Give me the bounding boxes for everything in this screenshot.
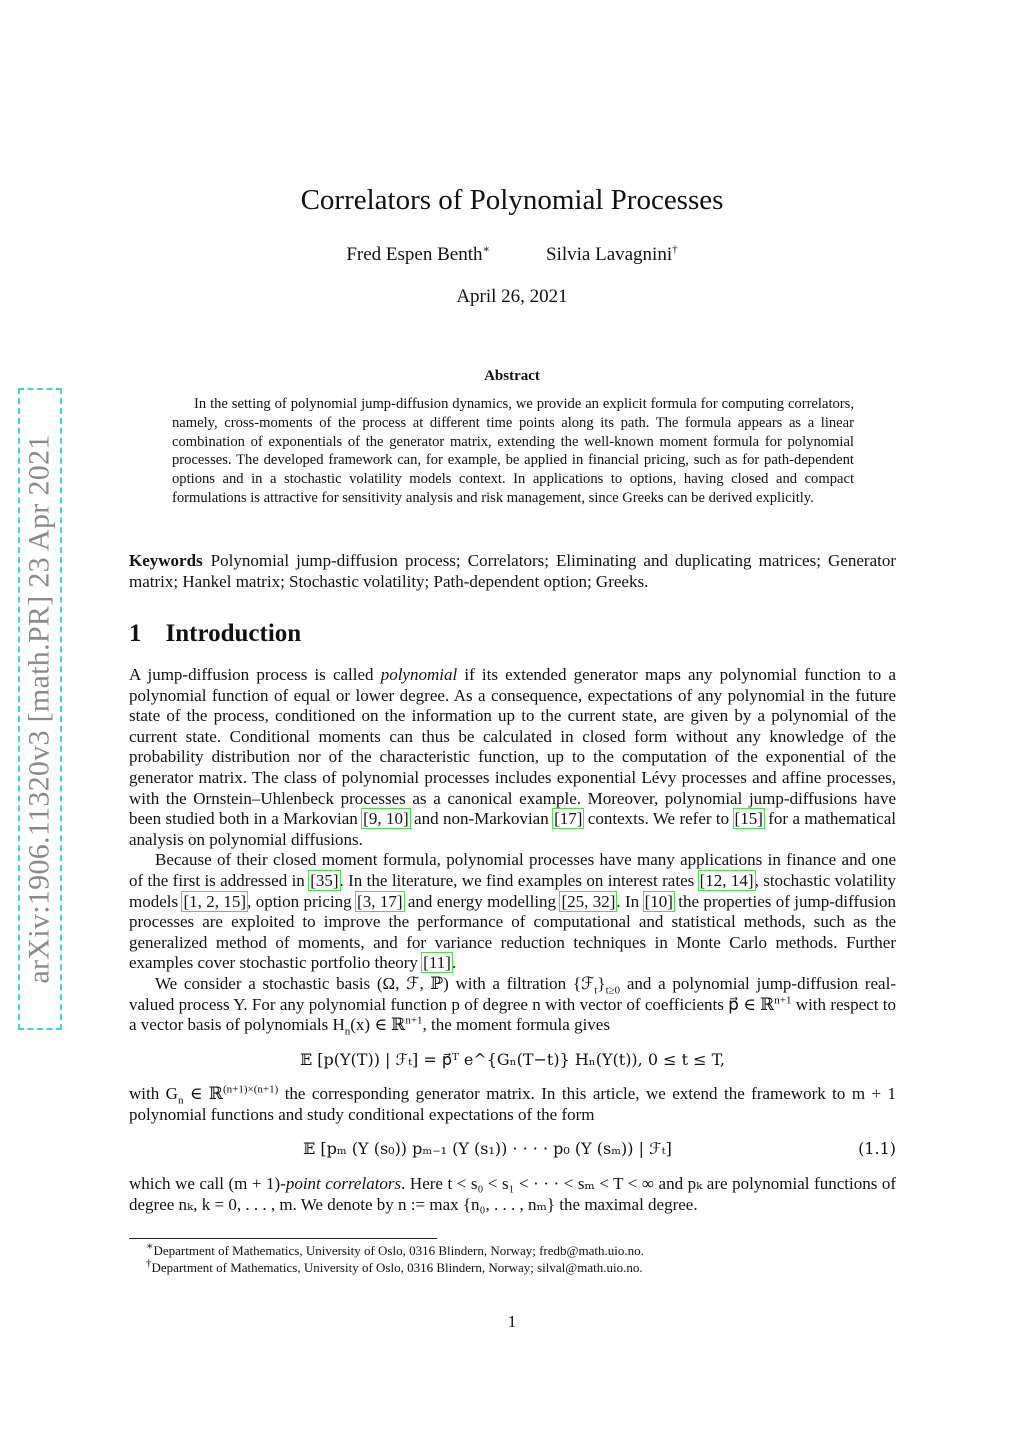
paragraph-2: Because of their closed moment formula, polynomial processes have many applications in finance and one of the first is addressed in [35]. In the literature, we find examples on interest rates [12, 14], stochastic volatility models [1, 2, 15], option pricing [3, 17] and energy modelling [25, 32]. In [10] the properties of jump-diffusion processes are exploited to improve the performance of computational and statistical methods, such as the generalized method of moments, and for variance reduction techniques in Monte Carlo methods. Further examples cover stochastic portfolio theory [11]. [129, 850, 897, 973]
keywords-label: Keywords [129, 551, 203, 570]
arxiv-stamp [18, 388, 62, 1030]
body-text [129, 665, 896, 1215]
citation-link[interactable]: [9, 10] [363, 809, 409, 829]
equation-content: 𝔼 [pₘ (Y (s₀)) pₘ₋₁ (Y (s₁)) · · · · p₀ (Y (sₘ)) | ℱₜ] [303, 1139, 672, 1159]
footnote-divider [129, 1238, 437, 1239]
section-title: Introduction [165, 620, 302, 647]
equation-moment-formula: 𝔼 [p(Y(T)) | ℱₜ] = p⃗ᵀ e^{Gₙ(T−t)} Hₙ(Y(t)), 0 ≤ t ≤ T, [299, 1049, 726, 1069]
citation-link[interactable]: [25, 32] [561, 891, 616, 911]
paragraph-1: A jump-diffusion process is called polynomial if its extended generator maps any polynomial function to a polynomial function of equal or lower degree. As a consequence, expectations of any polynomial in the future state of the process, conditioned on the information up to the current state, are given by a polynomial of the current state. Conditional moments can thus be calculated in closed form without any knowledge of the probability distribution nor of the characteristic function, up to the computation of the exponential of the generator matrix. The class of polynomial processes includes exponential Lévy processes and affine processes, with the Ornstein–Uhlenbeck processes as a canonical example. Moreover, polynomial jump-diffusions have been studied both in a Markovian [9, 10] and non-Markovian [17] contexts. We refer to [15] for a mathematical analysis on polynomial diffusions. [129, 665, 897, 849]
citation-link[interactable]: [1, 2, 15] [183, 891, 247, 911]
citation-link[interactable]: [12, 14] [699, 870, 754, 890]
citation-link[interactable]: [35] [310, 870, 339, 890]
keywords-text: Polynomial jump-diffusion process; Correlators; Eliminating and duplicating matrices; Generator matrix; Hankel matrix; Stochastic volatility; Path-dependent option; Greeks. [129, 551, 896, 591]
keywords [129, 550, 896, 592]
paper-title: Correlators of Polynomial Processes [300, 184, 724, 216]
page-number: 1 [507, 1312, 517, 1331]
citation-link[interactable]: [11] [423, 953, 451, 973]
section-number: 1 [129, 620, 142, 647]
footnotes [146, 1242, 644, 1276]
citation-link[interactable]: [15] [734, 809, 763, 829]
author-2: Silvia Lavagnini† [546, 243, 678, 265]
paragraph-3: We consider a stochastic basis (Ω, ℱ, ℙ) with a filtration $\{ℱ_t\}_{t\ge 0}$ and a polynomial jump-diffusion real-valued process Y. For any polynomial function p of degree n with vector of coefficients p⃗ ∈ ℝ$^{n+1}$ with respect to a vector basis of polynomials $H_n(x)$ ∈ ℝ$^{n+1}$, the moment formula gives [129, 973, 896, 1038]
citation-link[interactable]: [10] [644, 891, 673, 911]
paragraph-4: with $G_n$ ∈ ℝ$^{(n+1)\times(n+1)}$ the corresponding generator matrix. In this article, we extend the framework to m + 1 polynomial functions and study conditional expectations of the form [129, 1083, 897, 1124]
footnote-2: †Department of Mathematics, University of Oslo, 0316 Blindern, Norway; silval@math.uio.no. [146, 1257, 643, 1275]
abstract-heading: Abstract [484, 368, 540, 384]
arxiv-id: arXiv:1906.11320v3 [math.PR] 23 Apr 2021 [23, 434, 56, 984]
citation-link[interactable]: [3, 17] [357, 891, 403, 911]
equation-1-1 [129, 1139, 896, 1160]
citation-link[interactable]: [17] [554, 809, 583, 829]
footnote-1: ∗Department of Mathematics, University of Oslo, 0316 Blindern, Norway; fredb@math.uio.no. [146, 1240, 644, 1258]
abstract-text: In the setting of polynomial jump-diffusion dynamics, we provide an explicit formula for computing correlators, namely, cross-moments of the process at different time points along its path. The formula appears as a linear combination of exponentials of the generator matrix, extending the well-known moment formula for polynomial processes. The developed framework can, for example, be applied in financial pricing, such as for path-dependent options and in a stochastic volatility models context. In applications to options, having closed and compact formulations is attractive for sensitivity analysis and risk management, since Greeks can be derived explicitly. [172, 396, 854, 506]
paragraph-5: which we call (m + 1)-point correlators. Here t < s₀ < s₁ < · · · < sₘ < T < ∞ and pₖ are polynomial functions of degree nₖ, k = 0, . . . , m. We denote by n := max {n₀, . . . , nₘ} the maximal degree. [129, 1174, 896, 1214]
author-1: Fred Espen Benth∗ [346, 243, 490, 265]
author-list [0, 244, 1024, 266]
paper-date: April 26, 2021 [456, 286, 568, 307]
section-heading [129, 620, 301, 648]
equation-label: (1.1) [858, 1139, 896, 1159]
